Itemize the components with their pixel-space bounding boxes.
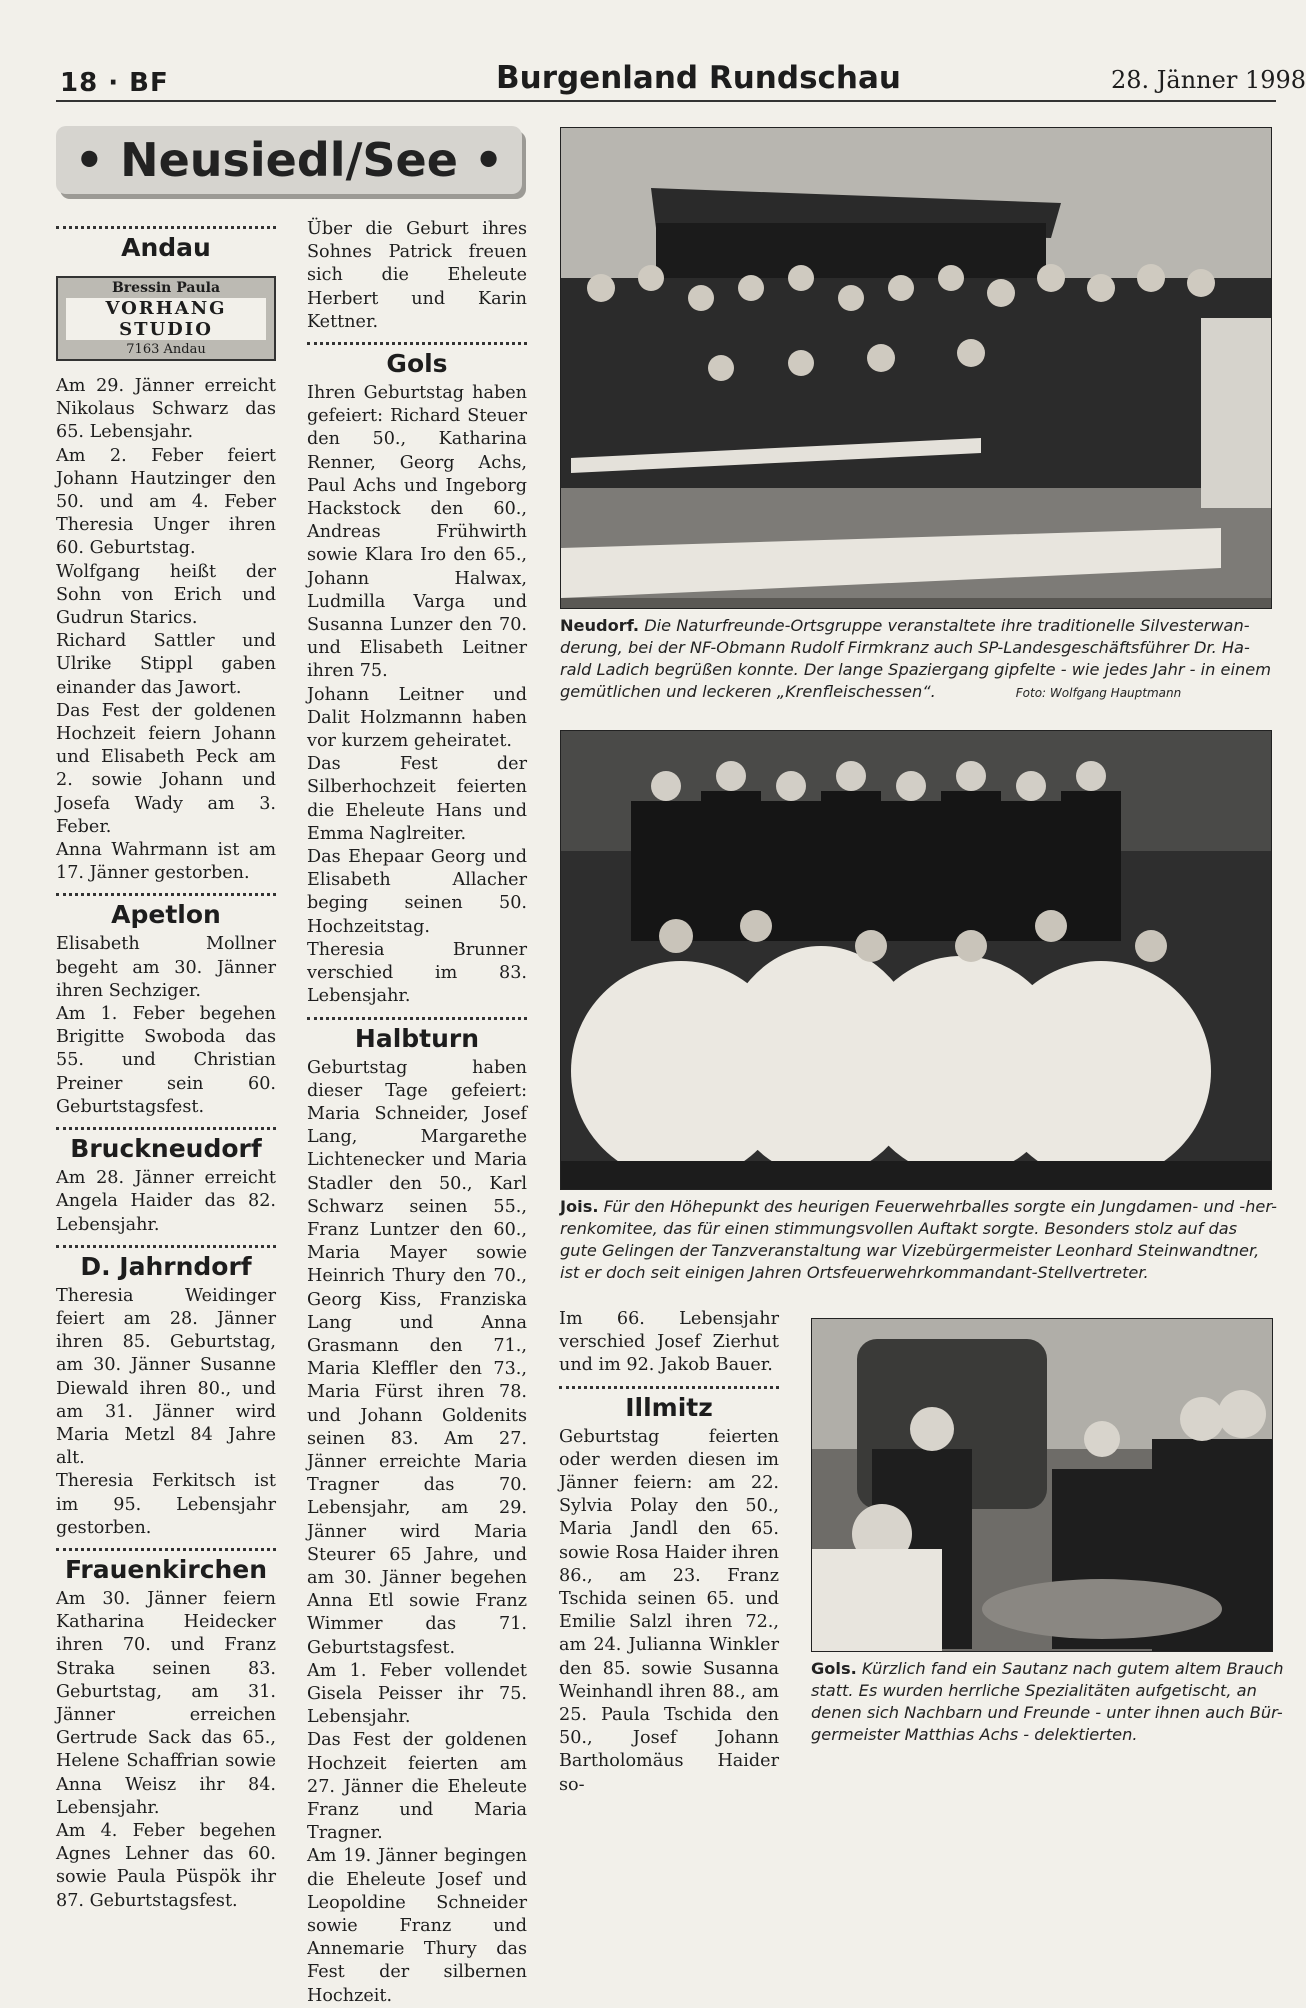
- town-heading: Gols: [386, 349, 448, 379]
- column-3: [559, 1308, 779, 1797]
- town-heading: D. Jahrndorf: [80, 1251, 252, 1281]
- column-1: [56, 226, 276, 1913]
- caption-place: Jois.: [560, 1197, 599, 1216]
- photo-neudorf-image: [561, 128, 1271, 608]
- caption-place: Gols.: [811, 1659, 857, 1678]
- town-heading: Bruckneudorf: [70, 1134, 262, 1164]
- caption-line: statt. Es wurden herrliche Spezialitäten aufgetischt, an: [811, 1681, 1257, 1700]
- news-paragraph: Ihren Geburtstag haben gefeiert: Richard Steuer den 50., Katharina Renner, Georg Achs, Paul Achs und Ingeborg Hackstock den 60., Andreas Frühwirth sowie Klara Iro den 65., Johann Halwax, Ludmilla Varga und Susanna Lunzer den 70. und Elisabeth Leitner ihren 75.: [307, 383, 527, 682]
- caption-line: gemütlichen und leckeren „Krenfleischessen“.: [560, 682, 936, 701]
- caption-line: Die Naturfreunde-Ortsgruppe veranstaltete ihre traditionelle Silvesterwan-: [644, 616, 1250, 635]
- news-paragraph: Theresia Brunner verschied im 83. Lebensjahr.: [307, 939, 527, 1007]
- news-paragraph: Johann Leitner und Dalit Holzmannn haben vor kurzem geheiratet.: [307, 684, 527, 752]
- town-heading: Andau: [121, 233, 211, 262]
- page-number: 18 · BF: [60, 68, 169, 98]
- news-paragraph: Am 30. Jänner feiern Katharina Heidecker ihren 70. und Franz Straka seinen 83. Geburtstag, am 31. Jänner erreichen Gertrude Sack das 65., Helene Schaffrian sowie Anna Weisz ihr 84. Lebensjahr.: [56, 1588, 276, 1818]
- caption-place: Neudorf.: [560, 616, 640, 635]
- news-paragraph: Am 29. Jänner erreicht Nikolaus Schwarz das 65. Lebensjahr.: [56, 376, 276, 443]
- section-rule: [307, 342, 527, 345]
- section-rule: [56, 1127, 276, 1130]
- section-rule: [307, 1017, 527, 1020]
- news-paragraph: Am 1. Feber vollendet Gisela Peisser ihr 75. Lebensjahr.: [307, 1660, 527, 1728]
- advertisement: [56, 276, 276, 361]
- photo-jois: [560, 730, 1272, 1190]
- news-paragraph: Am 4. Feber begehen Agnes Lehner das 60. sowie Paula Püspök ihr 87. Geburtstagsfest.: [56, 1820, 276, 1911]
- news-paragraph: Theresia Weidinger feiert am 28. Jänner ihren 85. Geburtstag, am 30. Jänner Susanne Diewald ihren 80., und am 31. Jänner wird Maria Metzl 84 Jahre alt.: [56, 1285, 276, 1469]
- news-paragraph: Am 1. Feber begehen Brigitte Swoboda das 55. und Christian Preiner sein 60. Geburtstagsfest.: [56, 1004, 276, 1117]
- photo-credit: Foto: Wolfgang Hauptmann: [1015, 686, 1182, 700]
- news-paragraph: Geburtstag feierten oder werden diesen im Jänner feiern: am 22. Sylvia Polay den 50., Maria Jandl den 65. sowie Rosa Haider ihren 86., am 23. Franz Tschida seinen 65. und Emilie Salzl ihren 72., am 24. Julianna Winkler den 85. sowie Susanna Weinhandl ihren 88., am 25. Paula Tschida den 50., Josef Johann Bartholomäus Haider so-: [559, 1426, 779, 1795]
- caption-gols: [811, 1658, 1284, 1746]
- town-sections: [56, 893, 276, 1912]
- caption-line: germeister Matthias Achs - delektierten.: [811, 1725, 1138, 1744]
- town-body: [56, 375, 276, 885]
- photo-gols: [811, 1318, 1273, 1652]
- news-paragraph: Elisabeth Mollner begeht am 30. Jänner ihren Sechziger.: [56, 934, 276, 1001]
- section-rule: [56, 1548, 276, 1551]
- section-rule: [56, 226, 276, 229]
- caption-line: Kürzlich fand ein Sautanz nach gutem altem Brauch: [861, 1659, 1284, 1678]
- news-paragraph: Das Fest der Silberhochzeit feierten die Eheleute Hans und Emma Naglreiter.: [307, 754, 527, 844]
- news-paragraph: Am 28. Jänner erreicht Angela Haider das 82. Lebensjahr.: [56, 1168, 276, 1235]
- caption-line: denen sich Nachbarn und Freunde - unter ihnen auch Bür-: [811, 1703, 1283, 1722]
- photo-gols-image: [812, 1319, 1272, 1651]
- page-header: [56, 58, 1306, 102]
- news-paragraph: Geburtstag haben dieser Tage gefeiert: Maria Schneider, Josef Lang, Margarethe Lichtenecker und Maria Stadler den 50., Karl Schwarz seinen 55., Franz Luntzer den 60., Maria Mayer sowie Heinrich Thury den 70., Georg Kiss, Franziska Lang und Anna Grasmann den 71., Maria Kleffler den 73., Maria Fürst ihren 78. und Johann Goldenits seinen 83. Am 27. Jänner erreichte Maria Tragner das 70. Lebensjahr, am 29. Jänner wird Maria Steurer 65 Jahre, und am 30. Jänner begehen Anna Etl sowie Franz Wimmer das 71. Geburtstagsfest.: [307, 1057, 527, 1658]
- news-paragraph: Das Fest der goldenen Hochzeit feierten am 27. Jänner die Eheleute Franz und Maria Tragner.: [307, 1730, 527, 1844]
- town-sections: [559, 1386, 779, 1797]
- town-heading: Halbturn: [354, 1023, 480, 1053]
- caption-line: derung, bei der NF-Obmann Rudolf Firmkranz auch SP-Landesgeschäftsführer Dr. Ha-: [560, 638, 1250, 657]
- news-paragraph: Am 2. Feber feiert Johann Hautzinger den 50. und am 4. Feber Theresia Unger ihren 60. Geburtstag.: [56, 445, 276, 559]
- caption-jois: [560, 1196, 1277, 1284]
- section-rule: [56, 893, 276, 896]
- news-paragraph: Am 19. Jänner begingen die Eheleute Josef und Leopoldine Schneider sowie Franz und Annemarie Thury das Fest der silbernen Hochzeit.: [307, 1846, 527, 2006]
- news-paragraph: Richard Sattler und Ulrike Stippl gaben einander das Jawort.: [56, 631, 276, 698]
- birth-notice: Über die Geburt ihres Sohnes Patrick freuen sich die Eheleute Herbert und Karin Kettner.: [307, 219, 527, 332]
- town-heading: Apetlon: [111, 900, 221, 930]
- ad-studio: VORHANG STUDIO: [66, 298, 266, 340]
- caption-line: renkomitee, das für einen stimmungsvollen Auftakt sorgte. Besonders stolz auf das: [560, 1219, 1238, 1238]
- news-paragraph: Wolfgang heißt der Sohn von Erich und Gudrun Starics.: [56, 561, 276, 629]
- section-banner: [56, 126, 522, 194]
- photo-neudorf: [560, 127, 1272, 609]
- caption-line: Für den Höhepunkt des heurigen Feuerwehrballes sorgte ein Jungdamen- und -her-: [603, 1197, 1277, 1216]
- section-rule: [559, 1386, 779, 1389]
- caption-neudorf: [560, 615, 1270, 704]
- section-title: • Neusiedl/See •: [74, 133, 504, 187]
- town-heading: Illmitz: [625, 1392, 713, 1422]
- town-sections: [307, 342, 527, 2008]
- news-paragraph: Das Ehepaar Georg und Elisabeth Allacher beging seinen 50. Hochzeitstag.: [307, 847, 527, 937]
- newspaper-title: Burgenland Rundschau: [496, 60, 901, 96]
- section-rule: [56, 1245, 276, 1248]
- ad-name: Bressin Paula: [111, 280, 221, 296]
- town-heading: Frauenkirchen: [64, 1554, 268, 1584]
- death-notice: Im 66. Lebensjahr verschied Josef Zierhut und im 92. Jakob Bauer.: [559, 1309, 779, 1376]
- news-paragraph: Anna Wahrmann ist am 17. Jänner gestorben.: [56, 840, 276, 884]
- caption-line: gute Gelingen der Tanzveranstaltung war Vizebürgermeister Leonhard Steinwandtner,: [560, 1241, 1260, 1260]
- photo-jois-image: [561, 731, 1271, 1189]
- caption-line: rald Ladich begrüßen konnte. Der lange Spaziergang gipfelte - wie jedes Jahr - in einem: [560, 660, 1271, 679]
- ad-address: 7163 Andau: [126, 342, 206, 357]
- column-2: [307, 218, 527, 2008]
- news-paragraph: Das Fest der goldenen Hochzeit feiern Johann und Elisabeth Peck am 2. sowie Johann und Josefa Wady am 3. Feber.: [56, 700, 276, 837]
- caption-line: ist er doch seit einigen Jahren Ortsfeuerwehrkommandant-Stellvertreter.: [560, 1263, 1149, 1282]
- issue-date: 28. Jänner 1998: [1111, 66, 1306, 94]
- news-paragraph: Theresia Ferkitsch ist im 95. Lebensjahr gestorben.: [56, 1471, 276, 1538]
